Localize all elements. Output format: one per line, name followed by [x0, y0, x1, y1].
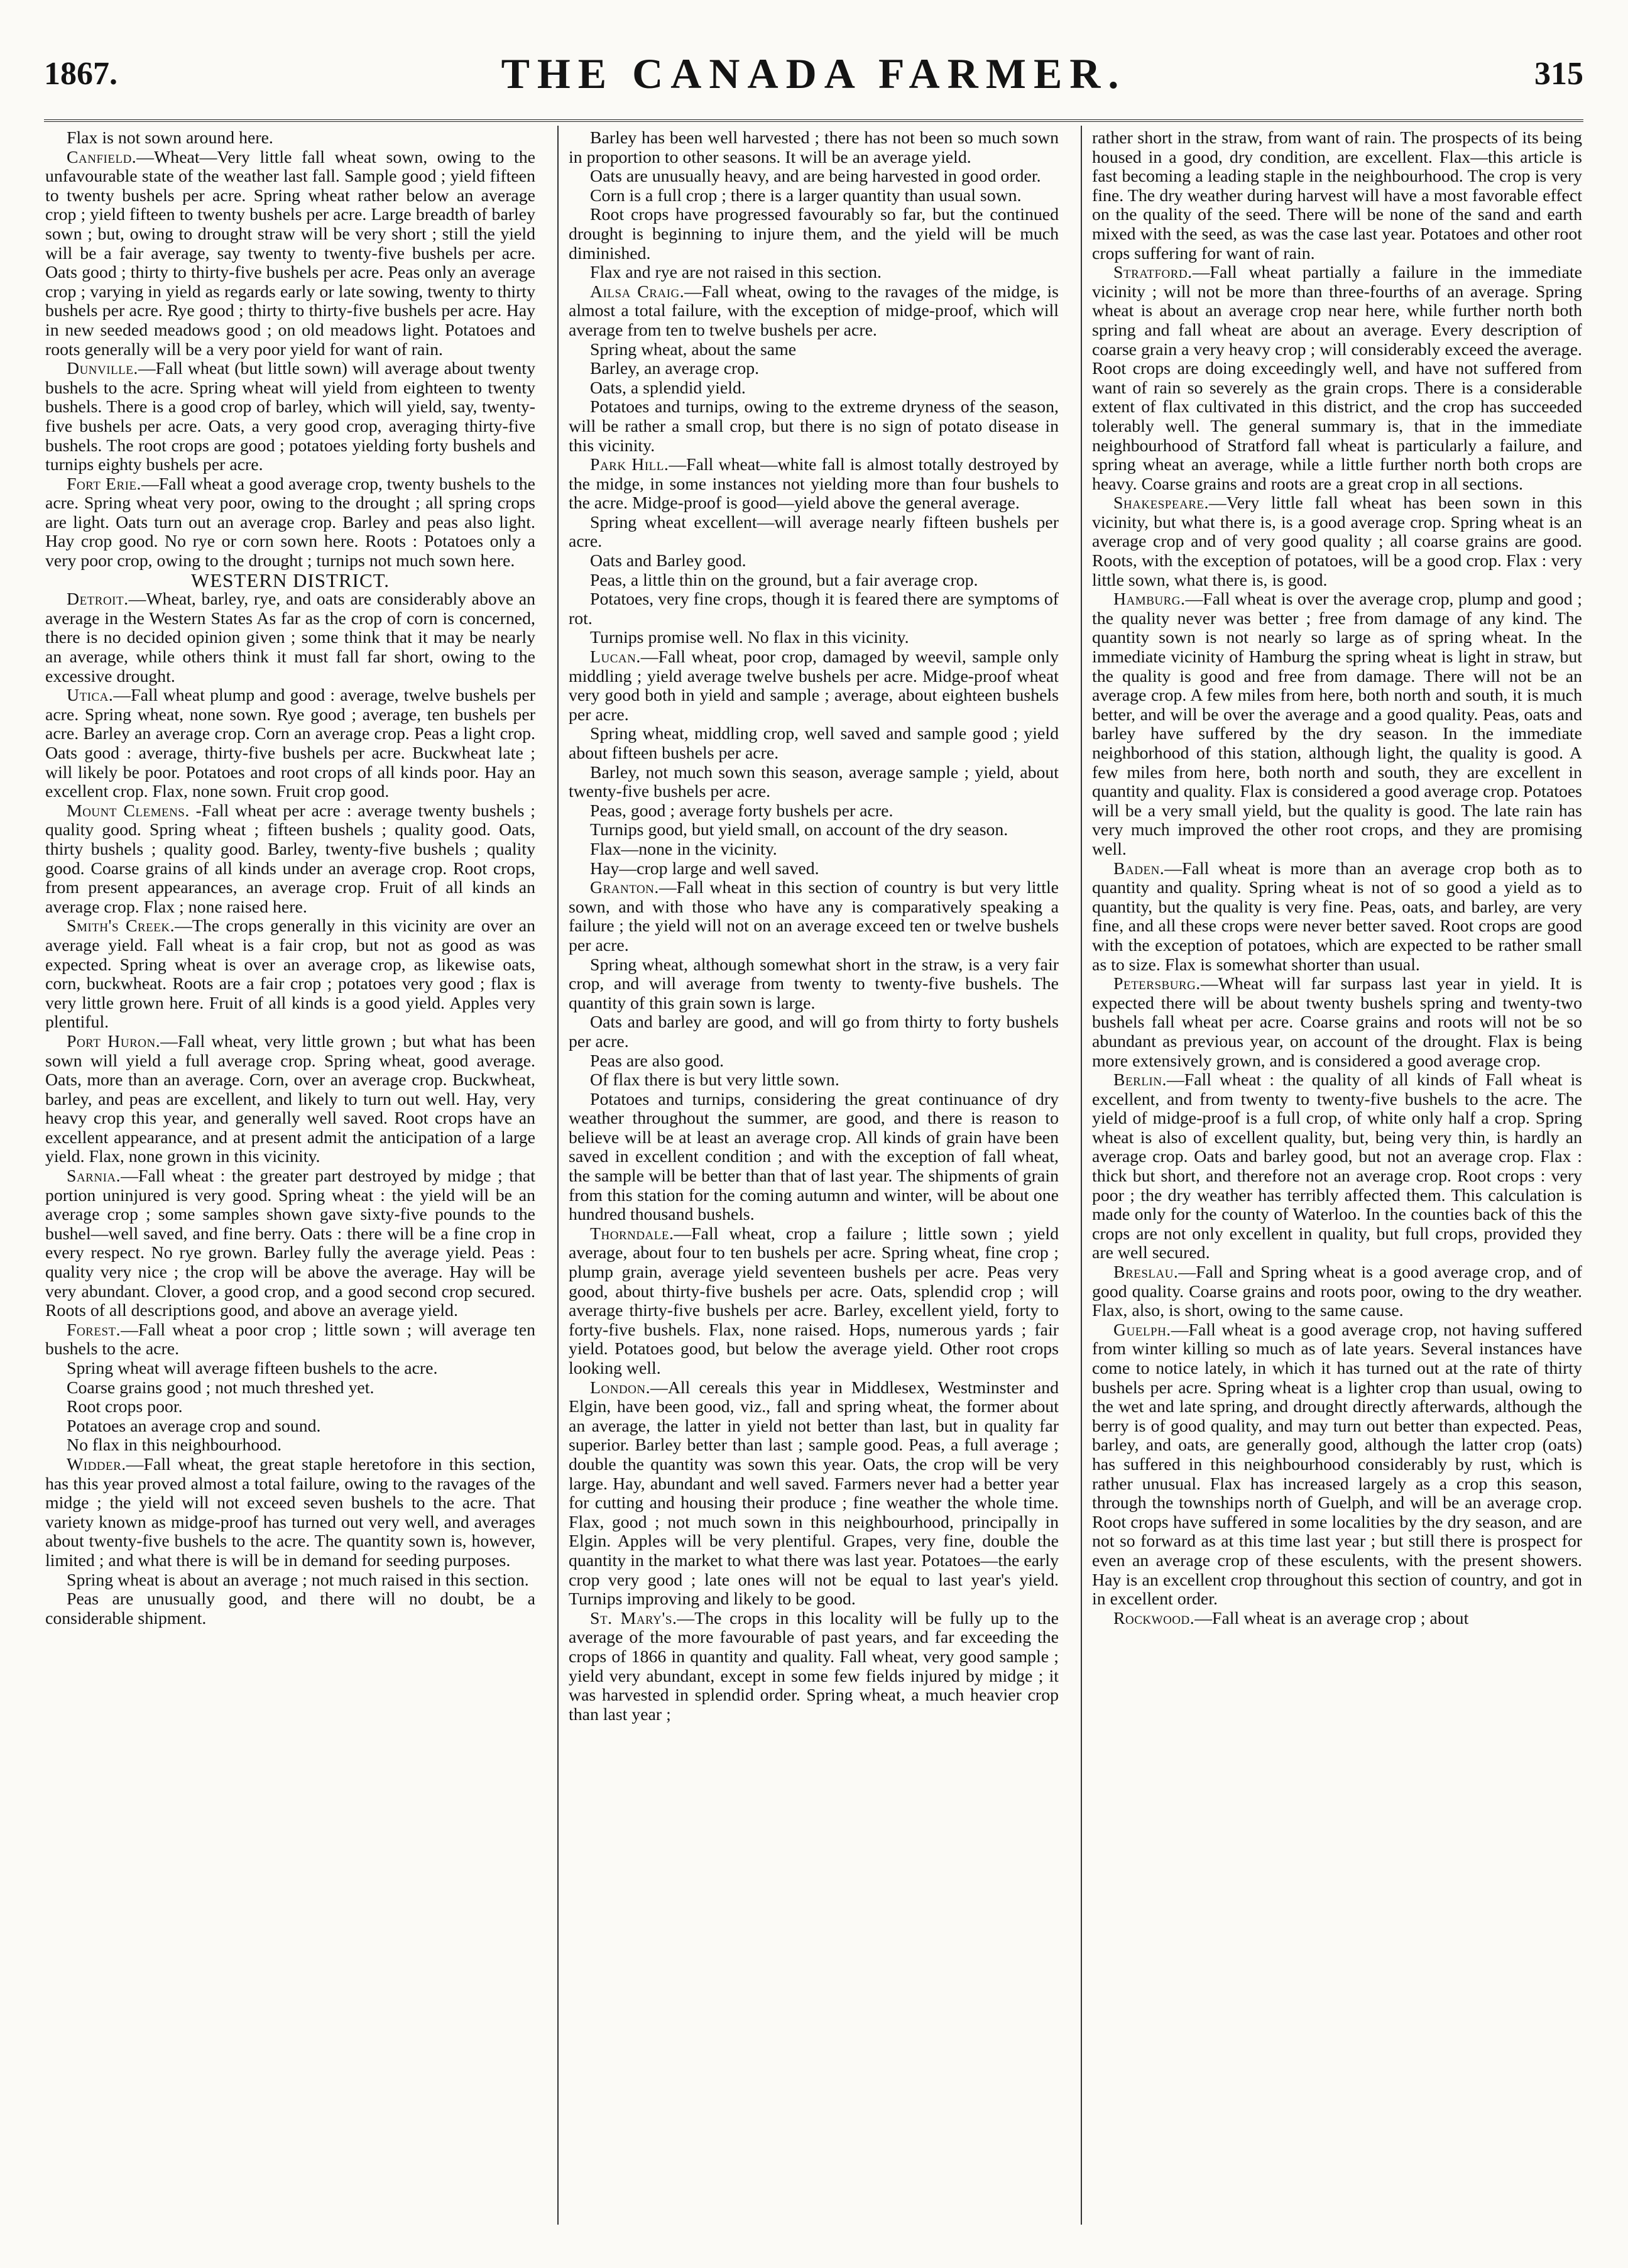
report-text: —Wheat, barley, rye, and oats are considerably above an average in the Western States As far as the crop of corn is concerned, there is no decided opinion given ; some think that it may be nearly an average, while others think it must fall far short, owing to the excessive drought.: [45, 589, 535, 686]
report-paragraph: [569, 821, 1059, 840]
report-paragraph: [569, 956, 1059, 1014]
report-text: Barley has been well harvested ; there has not been so much sown in proportion to other seasons. It will be an average yield.: [569, 129, 1059, 167]
report-paragraph: [569, 1609, 1059, 1725]
page-header: [44, 44, 1583, 113]
station-name: Baden.: [1113, 858, 1165, 879]
report-text: Barley, an average crop.: [590, 359, 760, 379]
station-name: Ailsa Craig.: [590, 282, 685, 302]
report-paragraph: [1092, 1609, 1582, 1629]
report-text: Flax is not sown around here.: [67, 129, 273, 148]
report-paragraph: [45, 1571, 535, 1591]
report-paragraph: [569, 628, 1059, 648]
report-text: Flax—none in the vicinity.: [590, 839, 777, 859]
report-paragraph: [569, 513, 1059, 552]
report-text: —Wheat—Very little fall wheat sown, owing to the unfavourable state of the weather last fall. Sample good ; yield fifteen to twenty bushels per acre. Spring wheat rather below an average crop ; yield fifteen to twenty bushels per acre. Large breadth of barley sown ; but, owing to drought straw will be very short ; still the yield will be a fair average, say twenty to twenty-five bushels per acre. Oats good ; thirty to thirty-five bushels per acre. Peas only an average crop ; varying in yield as regards early or late sowing, twenty to thirty bushels per acre. Rye good ; thirty to thirty-five bushels per acre. Hay in new seeded meadows good ; on old meadows light. Potatoes and roots generally will be a very poor yield for want of rain.: [45, 147, 535, 359]
report-paragraph: [1092, 1071, 1582, 1263]
report-paragraph: [45, 1379, 535, 1398]
report-paragraph: [45, 802, 535, 918]
station-name: St. Mary's.: [590, 1608, 677, 1628]
report-text: —Fall wheat (but little sown) will average about twenty bushels to the acre. Spring wheat will yield from eighteen to twenty bushels. There is a good crop of barley, which will yield, say, twenty-five bushels per acre. Oats, a very good crop, averaging thirty-five bushels. The root crops are good ; potatoes yielding forty bushels and turnips eighty bushels per acre.: [45, 359, 535, 475]
column-1: [45, 129, 535, 2221]
station-name: Widder.: [67, 1454, 126, 1474]
station-name: London.: [590, 1378, 651, 1398]
report-text: —Wheat will far surpass last year in yield. It is expected there will be about twenty bushels spring and twenty-two bushels fall wheat per acre. Coarse grains and roots will not be so abundant as previous year, on account of the drought. Flax is being more extensively grown, and is considered a good average crop.: [1092, 974, 1582, 1071]
report-paragraph: [1092, 860, 1582, 975]
report-text: Of flax there is but very little sown.: [590, 1070, 839, 1090]
report-text: Peas, good ; average forty bushels per acre.: [590, 801, 893, 821]
report-text: Spring wheat will average fifteen bushels to the acre.: [67, 1359, 438, 1378]
section-heading: WESTERN DISTRICT.: [190, 569, 390, 591]
report-text: Spring wheat excellent—will average nearly fifteen bushels per acre.: [569, 512, 1059, 552]
report-text: —Fall wheat is an average crop ; about: [1194, 1608, 1469, 1628]
report-text: Turnips good, but yield small, on account of the dry season.: [590, 820, 1008, 840]
report-text: —The crops generally in this vicinity are over an average yield. Fall wheat is a fair crop, but not as good as was expected. Spring wheat is over an average crop, as likewise oats, corn, buckwheat. Roots are a fair crop ; potatoes very good ; flax is very little grown here. Fruit of all kinds is a good yield. Apples very plentiful.: [45, 916, 535, 1033]
report-text: Spring wheat, middling crop, well saved and sample good ; yield about fifteen bushels per acre.: [569, 724, 1059, 763]
report-text: Potatoes and turnips, considering the great continuance of dry weather throughout the summer, are good, and there is reason to believe will be at least an average crop. All kinds of grain have been saved in excellent condition ; and with the exception of fall wheat, the sample will be better than that of last year. The shipments of grain from this station for the coming autumn and winter, will be about one hundred thousand bushels.: [569, 1089, 1059, 1225]
station-name: Granton.: [590, 878, 659, 898]
station-name: Guelph.: [1113, 1320, 1171, 1340]
report-paragraph: [569, 1071, 1059, 1090]
report-paragraph: [569, 648, 1059, 725]
report-text: —Fall wheat a good average crop, twenty bushels to the acre. Spring wheat very poor, owing to the drought ; all spring crops are light. Oats turn out an average crop. Barley and peas also light. Hay crop good. No rye or corn sown here. Roots : Potatoes only a very poor crop, owing to the drought ; turnips not much sown here.: [45, 474, 535, 571]
report-paragraph: [569, 456, 1059, 513]
report-paragraph: [45, 1455, 535, 1571]
report-paragraph: [45, 1590, 535, 1628]
station-name: Breslau.: [1113, 1263, 1179, 1283]
report-text: Root crops poor.: [67, 1397, 183, 1417]
report-paragraph: [1092, 590, 1582, 859]
station-name: Hamburg.: [1113, 589, 1186, 610]
report-text: —Fall wheat in this section of country is but very little sown, and with those who have any is comparatively speaking a failure ; the yield will not on an average exceed ten or twelve bushels per acre.: [569, 878, 1059, 955]
report-paragraph: [569, 379, 1059, 398]
report-paragraph: [45, 1417, 535, 1437]
report-text: —Fall wheat, owing to the ravages of the midge, is almost a total failure, with the exception of midge-proof, which will average from ten to twelve bushels per acre.: [569, 282, 1059, 340]
report-paragraph: [1092, 263, 1582, 494]
report-paragraph: [569, 359, 1059, 379]
report-paragraph: [569, 552, 1059, 571]
report-text: —All cereals this year in Middlesex, Westminster and Elgin, have been good, viz., fall and spring wheat, the former about an average, the latter in yield not better than last, but in quality far superior. Barley better than last ; sample good. Peas, a full average ; double the quantity was sown this year. Oats, the crop will be very large. Hay, abundant and well saved. Farmers never had a better year for cutting and housing their produce ; fine weather the whole time. Flax, good ; not much sown in this neighbourhood, principally in Elgin. Apples will be very plentiful. Grapes, very fine, double the quantity in the market to what there was last year. Potatoes—the early crop very good ; late ones will not be equal to last year's yield. Turnips improving and likely to be good.: [569, 1378, 1059, 1609]
report-paragraph: [569, 1090, 1059, 1225]
report-text: Oats and Barley good.: [590, 551, 746, 571]
report-text: Peas are also good.: [590, 1051, 724, 1071]
report-paragraph: [569, 167, 1059, 187]
report-text: Turnips promise well. No flax in this vicinity.: [590, 628, 909, 648]
report-paragraph: [569, 283, 1059, 341]
report-text: —Fall wheat is more than an average crop both as to quantity and quality. Spring wheat is not of so good a yield as to quantity, but the quality is very fine. Peas, oats, and barley, are very fine, and all these crops were never better saved. Root crops are good with the exception of potatoes, which are expected to be rather small as to size. Flax is somewhat shorter than usual.: [1092, 858, 1582, 975]
report-paragraph: [569, 263, 1059, 283]
station-name: Thorndale.: [590, 1224, 674, 1244]
report-paragraph: [1092, 975, 1582, 1071]
station-name: Berlin.: [1113, 1070, 1167, 1090]
report-text: —Fall wheat a poor crop ; little sown ; will average ten bushels to the acre.: [45, 1320, 535, 1359]
station-name: Petersburg.: [1113, 974, 1201, 994]
report-text: Flax and rye are not raised in this section.: [590, 263, 882, 283]
report-text: Peas, a little thin on the ground, but a fair average crop.: [590, 570, 978, 590]
station-name: Mount Clemens.: [67, 801, 190, 821]
report-paragraph: [569, 590, 1059, 628]
station-name: Dunville.: [67, 359, 138, 379]
station-name: Stratford.: [1113, 263, 1193, 283]
report-text: —Fall wheat—white fall is almost totally destroyed by the midge, in some instances not yielding more than four bushels to the acre. Midge-proof is good—yield above the general average.: [569, 455, 1059, 513]
column-divider: [557, 126, 559, 2225]
report-paragraph: [45, 1436, 535, 1455]
report-text: Oats are unusually heavy, and are being harvested in good order.: [590, 167, 1041, 187]
report-paragraph: [569, 129, 1059, 167]
report-paragraph: [569, 341, 1059, 360]
report-text: Hay—crop large and well saved.: [590, 858, 819, 879]
report-paragraph: [45, 359, 535, 475]
report-paragraph: [569, 764, 1059, 802]
report-text: Potatoes, very fine crops, though it is feared there are symptoms of rot.: [569, 589, 1059, 628]
station-name: Canfield.: [67, 147, 137, 167]
report-text: Barley, not much sown this season, average sample ; yield, about twenty-five bushels per acre.: [569, 762, 1059, 802]
column-divider: [1081, 126, 1082, 2225]
newspaper-title: THE CANADA FARMER.: [501, 50, 1127, 97]
report-paragraph: [45, 686, 535, 802]
report-paragraph: [569, 725, 1059, 763]
report-text: —Fall wheat is over the average crop, plump and good ; the quality never was better ; free from damage of any kind. The quantity sown is not nearly so large as of spring wheat. In the immediate vicinity of Hamburg the spring wheat is light in straw, but the quality is good and free from damage. There will not be an average crop. A few miles from here, both north and south, it is much better, and will be over the average and a good quality. Peas, oats and barley have suffered by the dry season. In the immediate neighborhood of this station, although light, the quality is good. A few miles from here, both north and south, they are excellent in quantity and quality. Flax is considered a good average crop. Potatoes will be a very small yield, but the quality is good. The late rain has very much improved the other root crops, and they are promising well.: [1092, 589, 1582, 859]
report-text: Corn is a full crop ; there is a larger quantity than usual sown.: [590, 185, 1022, 205]
report-text: Spring wheat, about the same: [590, 339, 797, 359]
station-name: Detroit.: [67, 589, 129, 610]
station-name: Forest.: [67, 1320, 121, 1340]
report-text: Potatoes an average crop and sound.: [67, 1416, 321, 1436]
report-paragraph: [45, 1321, 535, 1359]
report-paragraph: [1092, 1321, 1582, 1609]
report-text: —Fall and Spring wheat is a good average crop, and of good quality. Coarse grains and roots poor, owing to the dry weather. Flax, also, is short, owing to the same cause.: [1092, 1263, 1582, 1321]
station-name: Shakespeare.: [1113, 493, 1209, 513]
report-text: —Fall wheat : the greater part destroyed by midge ; that portion uninjured is very good. Spring wheat : the yield will be an average crop ; some samples shown gave sixty-five pounds to the bushel—well saved, and fine berry. Oats : there will be a fine crop in every respect. No rye grown. Barley fully the average yield. Peas : quality very nice ; the crop will be above the average. Hay will be very abundant. Clover, a good crop, and a good second crop secured. Roots of all descriptions good, and above an average yield.: [45, 1166, 535, 1321]
report-paragraph: [45, 1359, 535, 1379]
report-paragraph: [569, 205, 1059, 263]
station-name: Utica.: [67, 686, 114, 706]
report-paragraph: [45, 590, 535, 686]
report-paragraph: [45, 917, 535, 1033]
station-name: Fort Erie.: [67, 474, 141, 494]
station-name: Rockwood.: [1113, 1608, 1195, 1628]
report-text: Root crops have progressed favourably so far, but the continued drought is beginning to injure them, and the yield will be much diminished.: [569, 205, 1059, 263]
report-paragraph: [569, 398, 1059, 456]
report-text: —Very little fall wheat has been sown in this vicinity, but what there is, is a good average crop. Spring wheat is an average crop and of very good quality ; all coarse grains are good. Roots, with the exception of potatoes, will be a good crop. Flax : very little sown, what there is, is good.: [1092, 493, 1582, 590]
report-text: Spring wheat, although somewhat short in the straw, is a very fair crop, and will average from twenty to twenty-five bushels. The quantity of this grain sown is large.: [569, 955, 1059, 1013]
report-paragraph: [569, 187, 1059, 206]
report-paragraph: [569, 840, 1059, 860]
report-paragraph: [1092, 129, 1582, 263]
report-paragraph: [45, 1398, 535, 1417]
report-text: —Fall wheat plump and good : average, twelve bushels per acre. Spring wheat, none sown. Rye good ; average, ten bushels per acre. Barley an average crop. Corn an average crop. Peas a light crop. Oats good : average, thirty-five bushels per acre. Buckwheat late ; will likely be poor. Potatoes and root crops of all kinds poor. Hay an excellent crop. Flax, none sown. Fruit crop good.: [45, 686, 535, 802]
report-paragraph: [45, 475, 535, 571]
header-rule: [44, 119, 1583, 122]
report-paragraph: [1092, 1263, 1582, 1321]
report-paragraph: [45, 1033, 535, 1167]
report-text: Coarse grains good ; not much threshed yet.: [67, 1378, 374, 1398]
column-2: [569, 129, 1059, 2221]
page-year: 1867.: [44, 56, 117, 92]
report-text: Spring wheat is about an average ; not much raised in this section.: [67, 1570, 529, 1590]
report-paragraph: [45, 129, 535, 148]
report-paragraph: [569, 802, 1059, 821]
report-paragraph: [569, 571, 1059, 591]
station-name: Sarnia.: [67, 1166, 121, 1186]
report-text: No flax in this neighbourhood.: [67, 1435, 282, 1455]
report-text: —Fall wheat is a good average crop, not having suffered from winter killing so much as of late years. Several instances have come to notice lately, in which it has turned out at the rate of thirty bushels per acre. Spring wheat is a lighter crop than usual, owing to the wet and late spring, and drought directly afterwards, although the berry is of good quality, and may turn out better than expected. Peas, barley, and oats, are generally good, although the latter crop (oats) has suffered in this neighbourhood considerably by rust, which is rather unusual. Flax has increased largely as a crop this season, through the townships north of Guelph, and will be an average crop. Root crops have suffered in some localities by the dry season, and are not so forward as at this time last year ; but still there is prospect for even an average crop of these esculents, with the present showers. Hay is an excellent crop throughout this section of country, and got in in excellent order.: [1092, 1320, 1582, 1609]
report-text: —Fall wheat, poor crop, damaged by weevil, sample only middling ; yield average twelve bushels per acre. Midge-proof wheat very good both in yield and sample ; average, about eighteen bushels per acre.: [569, 647, 1059, 725]
report-paragraph: [1092, 494, 1582, 590]
report-text: —Fall wheat, very little grown ; but what has been sown will yield a full average crop. Spring wheat, good average. Oats, more than an average. Corn, over an average crop. Buckwheat, barley, and peas are excellent, and likely to turn out well. Hay, very heavy crop this year, and generally well saved. Root crops have an excellent appearance, and at present admit the anticipation of a large yield. Flax, none grown in this vicinity.: [45, 1031, 535, 1167]
report-text: —Fall wheat : the quality of all kinds of Fall wheat is excellent, and from twenty to twenty-five bushels to the acre. The yield of midge-proof is a full crop, of white only half a crop. Spring wheat is also of excellent quality, but, being very thin, is hardly an average crop. Oats and barley good, but not an average crop. Flax : thick but short, and therefore not an average crop. Root crops : very poor ; the dry weather has terribly affected them. This calculation is made only for the county of Waterloo. In the counties back of this the crops are not only excellent in quality, but full crops, provided they are well secured.: [1092, 1070, 1582, 1263]
station-name: Lucan.: [590, 647, 641, 667]
report-text: —Fall wheat, the great staple heretofore in this section, has this year proved almost a total failure, owing to the ravages of the midge ; the yield will not exceed seven bushels to the acre. That variety known as midge-proof has turned out very well, and averages about twenty-five bushels to the acre. The quantity sown is, however, limited ; and what there is will be in demand for seeding purposes.: [45, 1454, 535, 1570]
report-text: Potatoes and turnips, owing to the extreme dryness of the season, will be rather a small crop, but there is no sign of potato disease in this vicinity.: [569, 397, 1059, 456]
report-text: —Fall wheat partially a failure in the immediate vicinity ; will not be more than three-fourths of an average. Spring wheat is about an average crop near here, while further north both spring and fall wheat are about an average. Every description of coarse grain a very heavy crop ; will considerably exceed the average. Root crops are doing exceedingly well, and have not suffered from want of rain so severely as the grain crops. There is a considerable extent of flax cultivated in this district, and the crop has succeeded tolerably well. The general summary is, that in the immediate neighbourhood of Stratford fall wheat is particularly a failure, and spring wheat an average, while a little further north both crops are heavy. Coarse grains and roots are a great crop in all sections.: [1092, 263, 1582, 494]
report-paragraph: [569, 1379, 1059, 1609]
report-paragraph: [569, 1052, 1059, 1071]
report-paragraph: [45, 1167, 535, 1321]
station-name: Park Hill.: [590, 455, 669, 475]
report-text: Oats and barley are good, and will go from thirty to forty bushels per acre.: [569, 1012, 1059, 1051]
station-name: Port Huron.: [67, 1031, 161, 1051]
report-text: Peas are unusually good, and there will no doubt, be a considerable shipment.: [45, 1589, 535, 1628]
page-number: 315: [1534, 56, 1583, 92]
report-text: Oats, a splendid yield.: [590, 378, 746, 398]
column-3: [1092, 129, 1582, 2221]
station-name: Smith's Creek.: [67, 916, 175, 936]
report-text: —Fall wheat, crop a failure ; little sown ; yield average, about four to ten bushels per acre. Spring wheat, fine crop ; plump grain, average yield seventeen bushels per acre. Peas very good, about thirty-five bushels per acre. Oats, splendid crop ; will average thirty-five bushels per acre. Barley, excellent yield, forty to forty-five bushels. Flax, none raised. Hops, numerous yards ; fair yield. Potatoes good, but below the average yield. Other root crops looking well.: [569, 1224, 1059, 1378]
report-paragraph: [569, 860, 1059, 879]
report-paragraph: [569, 1225, 1059, 1379]
report-paragraph: [45, 148, 535, 360]
report-text: —The crops in this locality will be fully up to the average of the more favourable of past years, and far exceeding the crops of 1866 in quantity and quality. Fall wheat, very good sample ; yield very abundant, except in some few fields injured by midge ; it was harvested in splendid order. Spring wheat, a much heavier crop than last year ;: [569, 1608, 1059, 1724]
report-text: rather short in the straw, from want of rain. The prospects of its being housed in a good, dry condition, are excellent. Flax—this article is fast becoming a leading staple in the neighbourhood. The crop is very fine. The dry weather during harvest will have a most favorable effect on the quality of the seed. There will be none of the sand and earth mixed with the seed, as was the case last year. Potatoes and other root crops suffering for want of rain.: [1092, 129, 1582, 263]
report-paragraph: [569, 1013, 1059, 1051]
report-paragraph: [569, 879, 1059, 955]
report-text: -Fall wheat per acre : average twenty bushels ; quality good. Spring wheat ; fifteen bushels ; quality good. Oats, thirty bushels ; quality good. Barley, twenty-five bushels ; quality good. Coarse grains of all kinds under an average crop. Root crops, from present appearances, an average crop. Fruit of all kinds an average crop. Flax ; none raised here.: [45, 801, 535, 917]
